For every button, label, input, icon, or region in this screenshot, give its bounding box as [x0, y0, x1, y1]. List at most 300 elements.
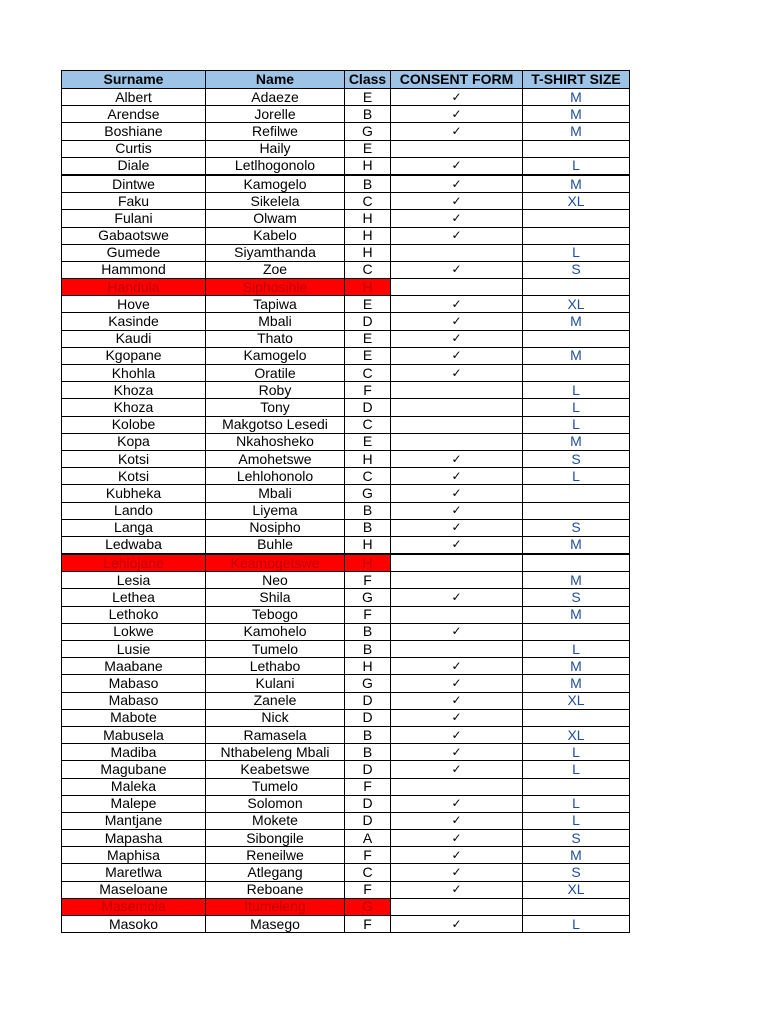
surname-cell: Gumede — [62, 244, 206, 261]
size-cell: L — [523, 399, 630, 416]
surname-cell: Curtis — [62, 140, 206, 157]
size-cell: M — [523, 106, 630, 123]
table-row — [62, 864, 630, 881]
surname-cell: Maphisa — [62, 847, 206, 864]
surname-cell: Kasinde — [62, 313, 206, 330]
surname-cell: Maleka — [62, 778, 206, 795]
table-row — [62, 778, 630, 795]
surname-cell: Lokwe — [62, 623, 206, 640]
table-row — [62, 795, 630, 812]
table-row — [62, 554, 630, 572]
surname-cell: Langa — [62, 519, 206, 536]
size-cell: L — [523, 744, 630, 761]
class-cell: F — [345, 881, 391, 898]
name-cell: Kabelo — [206, 227, 345, 244]
size-cell: M — [523, 175, 630, 193]
class-cell: F — [345, 572, 391, 589]
class-cell: B — [345, 502, 391, 519]
table-row — [62, 847, 630, 864]
class-cell: B — [345, 106, 391, 123]
class-cell: H — [345, 157, 391, 175]
size-cell: XL — [523, 692, 630, 709]
size-cell: S — [523, 261, 630, 278]
consent-cell — [391, 399, 523, 416]
size-cell: M — [523, 658, 630, 675]
class-cell: D — [345, 812, 391, 829]
name-cell: Zanele — [206, 692, 345, 709]
name-cell: Refilwe — [206, 123, 345, 140]
surname-cell: Boshiane — [62, 123, 206, 140]
size-cell: L — [523, 382, 630, 399]
size-cell: M — [523, 313, 630, 330]
surname-cell: Lando — [62, 502, 206, 519]
class-cell: G — [345, 123, 391, 140]
class-cell: G — [345, 675, 391, 692]
consent-cell — [391, 898, 523, 915]
surname-cell: Maabane — [62, 658, 206, 675]
consent-cell — [391, 433, 523, 450]
surname-cell: Madiba — [62, 744, 206, 761]
name-cell: Roby — [206, 382, 345, 399]
class-cell: B — [345, 175, 391, 193]
table-row — [62, 330, 630, 347]
name-cell: Zoe — [206, 261, 345, 278]
name-cell: Siyamthanda — [206, 244, 345, 261]
consent-cell: ✓ — [391, 157, 523, 175]
consent-cell: ✓ — [391, 589, 523, 606]
surname-cell: Kopa — [62, 433, 206, 450]
consent-cell: ✓ — [391, 812, 523, 829]
name-cell: Lethabo — [206, 658, 345, 675]
consent-cell: ✓ — [391, 330, 523, 347]
consent-cell: ✓ — [391, 261, 523, 278]
surname-cell: Albert — [62, 89, 206, 106]
size-cell: S — [523, 864, 630, 881]
table-row — [62, 623, 630, 640]
table-row — [62, 157, 630, 175]
table-row — [62, 433, 630, 450]
size-cell — [523, 623, 630, 640]
class-cell: F — [345, 778, 391, 795]
class-cell: E — [345, 296, 391, 313]
name-cell: Thato — [206, 330, 345, 347]
class-cell: D — [345, 313, 391, 330]
class-cell: H — [345, 244, 391, 261]
surname-cell: Mabote — [62, 709, 206, 726]
name-cell: Sibongile — [206, 830, 345, 847]
table-row — [62, 175, 630, 193]
surname-cell: Mabusela — [62, 726, 206, 743]
consent-cell: ✓ — [391, 795, 523, 812]
size-cell: L — [523, 416, 630, 433]
class-cell: B — [345, 726, 391, 743]
class-cell: E — [345, 140, 391, 157]
consent-cell: ✓ — [391, 313, 523, 330]
table-row — [62, 485, 630, 502]
size-cell: XL — [523, 726, 630, 743]
table-row — [62, 89, 630, 106]
table-row — [62, 140, 630, 157]
surname-cell: Hammond — [62, 261, 206, 278]
consent-cell — [391, 778, 523, 795]
size-cell — [523, 554, 630, 572]
surname-cell: Kgopane — [62, 347, 206, 364]
consent-cell — [391, 416, 523, 433]
consent-cell — [391, 606, 523, 623]
size-cell: M — [523, 123, 630, 140]
consent-cell: ✓ — [391, 692, 523, 709]
consent-cell — [391, 641, 523, 658]
name-cell: Amohetswe — [206, 450, 345, 467]
table-row — [62, 898, 630, 915]
class-cell: D — [345, 692, 391, 709]
surname-cell: Lesia — [62, 572, 206, 589]
table-row — [62, 812, 630, 829]
surname-cell: Mabaso — [62, 675, 206, 692]
size-cell: M — [523, 536, 630, 554]
size-cell: L — [523, 641, 630, 658]
name-cell: Nick — [206, 709, 345, 726]
consent-cell: ✓ — [391, 175, 523, 193]
size-cell — [523, 365, 630, 382]
roster-body — [62, 89, 630, 933]
consent-cell: ✓ — [391, 106, 523, 123]
surname-cell: Maseloane — [62, 881, 206, 898]
consent-cell: ✓ — [391, 193, 523, 210]
table-row — [62, 881, 630, 898]
name-cell: Mokete — [206, 812, 345, 829]
table-row — [62, 279, 630, 296]
name-cell: Tony — [206, 399, 345, 416]
consent-cell: ✓ — [391, 210, 523, 227]
consent-cell: ✓ — [391, 658, 523, 675]
consent-cell — [391, 572, 523, 589]
class-cell: C — [345, 261, 391, 278]
class-cell: H — [345, 227, 391, 244]
name-cell: Reboane — [206, 881, 345, 898]
consent-cell: ✓ — [391, 916, 523, 933]
table-row — [62, 830, 630, 847]
table-row — [62, 261, 630, 278]
surname-cell: Gabaotswe — [62, 227, 206, 244]
name-cell: Masego — [206, 916, 345, 933]
surname-cell: Dintwe — [62, 175, 206, 193]
size-cell — [523, 330, 630, 347]
table-row — [62, 572, 630, 589]
name-cell: Liyema — [206, 502, 345, 519]
class-cell: B — [345, 519, 391, 536]
class-cell: G — [345, 485, 391, 502]
name-cell: Keabetswe — [206, 761, 345, 778]
surname-cell: Fulani — [62, 210, 206, 227]
name-cell: Mbali — [206, 313, 345, 330]
table-row — [62, 641, 630, 658]
table-row — [62, 519, 630, 536]
consent-cell: ✓ — [391, 123, 523, 140]
consent-cell: ✓ — [391, 365, 523, 382]
consent-cell: ✓ — [391, 830, 523, 847]
table-row — [62, 761, 630, 778]
name-cell: Kamohelo — [206, 623, 345, 640]
name-cell: Atlegang — [206, 864, 345, 881]
name-cell: Reneilwe — [206, 847, 345, 864]
size-cell: M — [523, 347, 630, 364]
table-row — [62, 675, 630, 692]
surname-cell: Diale — [62, 157, 206, 175]
table-row — [62, 536, 630, 554]
name-cell: Nosipho — [206, 519, 345, 536]
class-cell: F — [345, 847, 391, 864]
surname-cell: Malepe — [62, 795, 206, 812]
name-cell: Tumelo — [206, 778, 345, 795]
class-cell: H — [345, 554, 391, 572]
class-cell: E — [345, 89, 391, 106]
class-cell: D — [345, 761, 391, 778]
consent-cell — [391, 382, 523, 399]
consent-cell: ✓ — [391, 726, 523, 743]
size-cell: L — [523, 812, 630, 829]
table-row — [62, 468, 630, 485]
surname-cell: Kotsi — [62, 468, 206, 485]
name-cell: Keamogetswe — [206, 554, 345, 572]
table-row — [62, 296, 630, 313]
consent-cell — [391, 279, 523, 296]
table-row — [62, 365, 630, 382]
size-cell — [523, 898, 630, 915]
consent-cell: ✓ — [391, 296, 523, 313]
name-cell: Lehlohonolo — [206, 468, 345, 485]
size-cell: L — [523, 244, 630, 261]
size-cell: S — [523, 450, 630, 467]
consent-cell: ✓ — [391, 519, 523, 536]
class-cell: G — [345, 589, 391, 606]
surname-cell: Khohla — [62, 365, 206, 382]
consent-cell: ✓ — [391, 623, 523, 640]
name-cell: Mbali — [206, 485, 345, 502]
table-row — [62, 709, 630, 726]
class-cell: F — [345, 606, 391, 623]
surname-header: Surname — [62, 71, 206, 89]
consent-roster-table — [61, 70, 630, 933]
surname-cell: Khoza — [62, 399, 206, 416]
consent-cell: ✓ — [391, 468, 523, 485]
name-cell: Buhle — [206, 536, 345, 554]
class-cell: C — [345, 468, 391, 485]
class-cell: H — [345, 536, 391, 554]
surname-cell: Lehlojane — [62, 554, 206, 572]
consent-cell: ✓ — [391, 347, 523, 364]
class-cell: C — [345, 365, 391, 382]
name-cell: Makgotso Lesedi — [206, 416, 345, 433]
table-row — [62, 450, 630, 467]
class-cell: E — [345, 347, 391, 364]
class-cell: F — [345, 916, 391, 933]
class-cell: H — [345, 658, 391, 675]
class-cell: E — [345, 330, 391, 347]
surname-cell: Maretlwa — [62, 864, 206, 881]
name-cell: Tapiwa — [206, 296, 345, 313]
name-cell: Jorelle — [206, 106, 345, 123]
consent-cell: ✓ — [391, 502, 523, 519]
name-cell: Kamogelo — [206, 347, 345, 364]
consent-cell: ✓ — [391, 675, 523, 692]
size-cell — [523, 485, 630, 502]
consent-cell: ✓ — [391, 881, 523, 898]
table-row — [62, 502, 630, 519]
class-cell: E — [345, 433, 391, 450]
consent-cell: ✓ — [391, 709, 523, 726]
name-cell: Tumelo — [206, 641, 345, 658]
consent-cell: ✓ — [391, 485, 523, 502]
class-cell: H — [345, 279, 391, 296]
consent-cell: ✓ — [391, 847, 523, 864]
table-row — [62, 416, 630, 433]
class-cell: B — [345, 641, 391, 658]
table-row — [62, 210, 630, 227]
class-cell: D — [345, 399, 391, 416]
table-row — [62, 347, 630, 364]
table-row — [62, 193, 630, 210]
size-cell — [523, 709, 630, 726]
surname-cell: Handula — [62, 279, 206, 296]
surname-cell: Lethea — [62, 589, 206, 606]
size-cell — [523, 502, 630, 519]
size-cell: L — [523, 916, 630, 933]
size-cell: L — [523, 157, 630, 175]
size-cell: L — [523, 795, 630, 812]
consent-cell — [391, 244, 523, 261]
class-cell: C — [345, 193, 391, 210]
consent-cell: ✓ — [391, 864, 523, 881]
size-cell: M — [523, 89, 630, 106]
table-row — [62, 123, 630, 140]
class-cell: G — [345, 898, 391, 915]
consent-cell — [391, 140, 523, 157]
consent-cell: ✓ — [391, 536, 523, 554]
consent-form-header: CONSENT FORM — [391, 71, 523, 89]
name-header: Name — [206, 71, 345, 89]
surname-cell: Hove — [62, 296, 206, 313]
size-cell: L — [523, 468, 630, 485]
table-row — [62, 399, 630, 416]
surname-cell: Mapasha — [62, 830, 206, 847]
surname-cell: Faku — [62, 193, 206, 210]
surname-cell: Mantjane — [62, 812, 206, 829]
table-row — [62, 744, 630, 761]
size-cell: L — [523, 761, 630, 778]
name-cell: Kulani — [206, 675, 345, 692]
consent-cell: ✓ — [391, 450, 523, 467]
table-row — [62, 658, 630, 675]
name-cell: Siphosihle — [206, 279, 345, 296]
size-cell: M — [523, 847, 630, 864]
name-cell: Nthabeleng Mbali — [206, 744, 345, 761]
consent-cell — [391, 554, 523, 572]
name-cell: Letlhogonolo — [206, 157, 345, 175]
surname-cell: Kotsi — [62, 450, 206, 467]
name-cell: Ramasela — [206, 726, 345, 743]
size-cell: S — [523, 830, 630, 847]
name-cell: Shila — [206, 589, 345, 606]
surname-cell: Mabaso — [62, 692, 206, 709]
table-row — [62, 726, 630, 743]
name-cell: Adaeze — [206, 89, 345, 106]
header-row — [62, 71, 630, 89]
tshirt-size-header: T-SHIRT SIZE — [523, 71, 630, 89]
table-row — [62, 916, 630, 933]
size-cell — [523, 227, 630, 244]
surname-cell: Masemola — [62, 898, 206, 915]
size-cell: S — [523, 519, 630, 536]
size-cell: M — [523, 572, 630, 589]
table-row — [62, 313, 630, 330]
name-cell: Solomon — [206, 795, 345, 812]
size-cell — [523, 210, 630, 227]
table-row — [62, 692, 630, 709]
name-cell: Haily — [206, 140, 345, 157]
surname-cell: Lusie — [62, 641, 206, 658]
class-cell: C — [345, 416, 391, 433]
class-cell: B — [345, 744, 391, 761]
size-cell: XL — [523, 296, 630, 313]
size-cell: XL — [523, 193, 630, 210]
surname-cell: Kolobe — [62, 416, 206, 433]
size-cell: M — [523, 675, 630, 692]
name-cell: Oratile — [206, 365, 345, 382]
size-cell: M — [523, 606, 630, 623]
name-cell: Olwam — [206, 210, 345, 227]
class-cell: H — [345, 210, 391, 227]
surname-cell: Arendse — [62, 106, 206, 123]
class-cell: F — [345, 382, 391, 399]
size-cell — [523, 140, 630, 157]
surname-cell: Lethoko — [62, 606, 206, 623]
name-cell: Sikelela — [206, 193, 345, 210]
consent-cell: ✓ — [391, 227, 523, 244]
size-cell: S — [523, 589, 630, 606]
class-cell: H — [345, 450, 391, 467]
class-cell: B — [345, 623, 391, 640]
name-cell: Nkahosheko — [206, 433, 345, 450]
table-row — [62, 382, 630, 399]
size-cell — [523, 279, 630, 296]
class-cell: D — [345, 795, 391, 812]
surname-cell: Masoko — [62, 916, 206, 933]
surname-cell: Ledwaba — [62, 536, 206, 554]
size-cell: M — [523, 433, 630, 450]
size-cell — [523, 778, 630, 795]
surname-cell: Khoza — [62, 382, 206, 399]
name-cell: Tebogo — [206, 606, 345, 623]
class-header: Class — [345, 71, 391, 89]
table-row — [62, 589, 630, 606]
surname-cell: Magubane — [62, 761, 206, 778]
name-cell: Neo — [206, 572, 345, 589]
table-row — [62, 227, 630, 244]
class-cell: A — [345, 830, 391, 847]
table-row — [62, 606, 630, 623]
surname-cell: Kaudi — [62, 330, 206, 347]
consent-cell: ✓ — [391, 761, 523, 778]
table-row — [62, 106, 630, 123]
class-cell: C — [345, 864, 391, 881]
size-cell: XL — [523, 881, 630, 898]
consent-cell: ✓ — [391, 744, 523, 761]
surname-cell: Kubheka — [62, 485, 206, 502]
class-cell: D — [345, 709, 391, 726]
table-row — [62, 244, 630, 261]
consent-cell: ✓ — [391, 89, 523, 106]
